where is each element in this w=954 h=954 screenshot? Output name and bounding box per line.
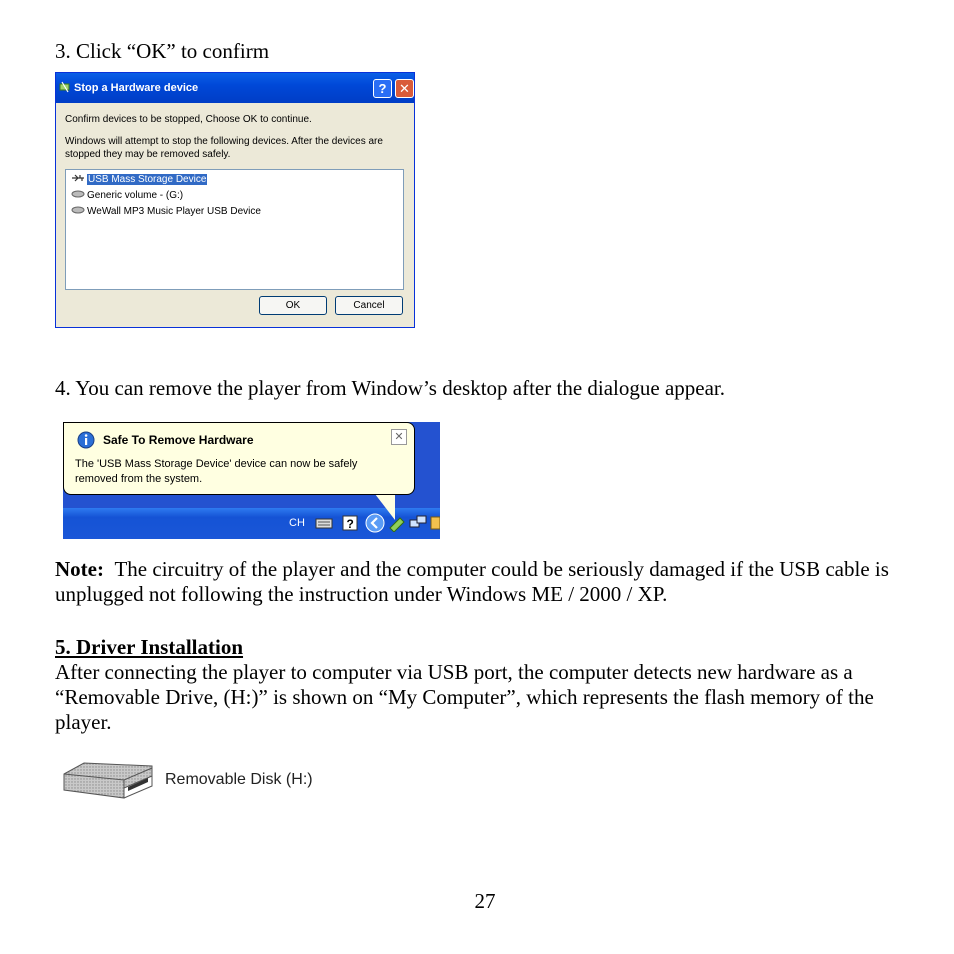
safe-remove-notification: [63, 422, 440, 539]
drive-icon: [71, 205, 85, 215]
balloon-text-line-2: removed from the system.: [75, 473, 203, 485]
balloon: [63, 422, 415, 495]
cancel-button[interactable]: Cancel: [335, 296, 403, 315]
removable-disk-icon: [62, 760, 154, 802]
help-button[interactable]: ?: [373, 79, 392, 98]
page-number: 27: [474, 889, 496, 913]
language-indicator[interactable]: CH: [289, 517, 305, 529]
device-item-usb-mass-storage[interactable]: [71, 173, 207, 187]
device-label: Generic volume - (G:): [87, 190, 184, 201]
dialog-title: Stop a Hardware device: [74, 82, 199, 94]
keyboard-icon[interactable]: [315, 517, 333, 529]
balloon-close-button[interactable]: ✕: [391, 429, 407, 445]
balloon-text: [75, 457, 405, 487]
show-hidden-icons-icon[interactable]: [365, 513, 385, 533]
dialog-message-1: Confirm devices to be stopped, Choose OK to continue.: [65, 114, 312, 125]
device-item-generic-volume[interactable]: [71, 189, 183, 203]
section-paragraph: After connecting the player to computer via USB port, the computer detects new hardware as a “Removable Drive, (H:)” is shown on “My Computer”, which represents the flash memory of the player.: [55, 660, 874, 734]
device-label: WeWall MP3 Music Player USB Device: [87, 206, 261, 217]
tray-icon-partial[interactable]: [430, 514, 440, 532]
stop-hardware-dialog: [55, 72, 415, 328]
device-item-mp3-player[interactable]: [71, 205, 261, 219]
dialog-titlebar: [56, 73, 414, 103]
safely-remove-hardware-icon[interactable]: [388, 514, 406, 532]
device-label: USB Mass Storage Device: [88, 174, 207, 185]
hardware-icon: [59, 81, 71, 93]
device-list[interactable]: [65, 169, 404, 290]
note-paragraph: [55, 557, 905, 607]
note-label: Note:: [55, 557, 104, 581]
dialog-message-2a: Windows will attempt to stop the following devices. After the devices are: [65, 136, 383, 147]
section-heading: 5. Driver Installation: [55, 635, 244, 659]
step-3-text: 3. Click “OK” to confirm: [55, 39, 270, 63]
info-icon: [77, 431, 95, 449]
drive-icon: [71, 189, 85, 199]
network-icon[interactable]: [409, 514, 427, 532]
dialog-message-2b: stopped they may be removed safely.: [65, 149, 231, 160]
step-4-text: 4. You can remove the player from Window’s desktop after the dialogue appear.: [55, 376, 726, 400]
help-tray-icon[interactable]: [342, 515, 358, 531]
ok-button[interactable]: OK: [259, 296, 327, 315]
balloon-text-line-1: The 'USB Mass Storage Device' device can now be safely: [75, 458, 358, 470]
removable-disk-label[interactable]: Removable Disk (H:): [165, 771, 313, 788]
svg-text:?: ?: [346, 517, 354, 531]
close-button[interactable]: ✕: [395, 79, 414, 98]
balloon-title: Safe To Remove Hardware: [103, 433, 254, 447]
usb-icon: [71, 173, 85, 183]
note-text: The circuitry of the player and the computer could be seriously damaged if the USB cable is unplugged not following the instruction under Windows ME / 2000 / XP.: [55, 557, 889, 606]
